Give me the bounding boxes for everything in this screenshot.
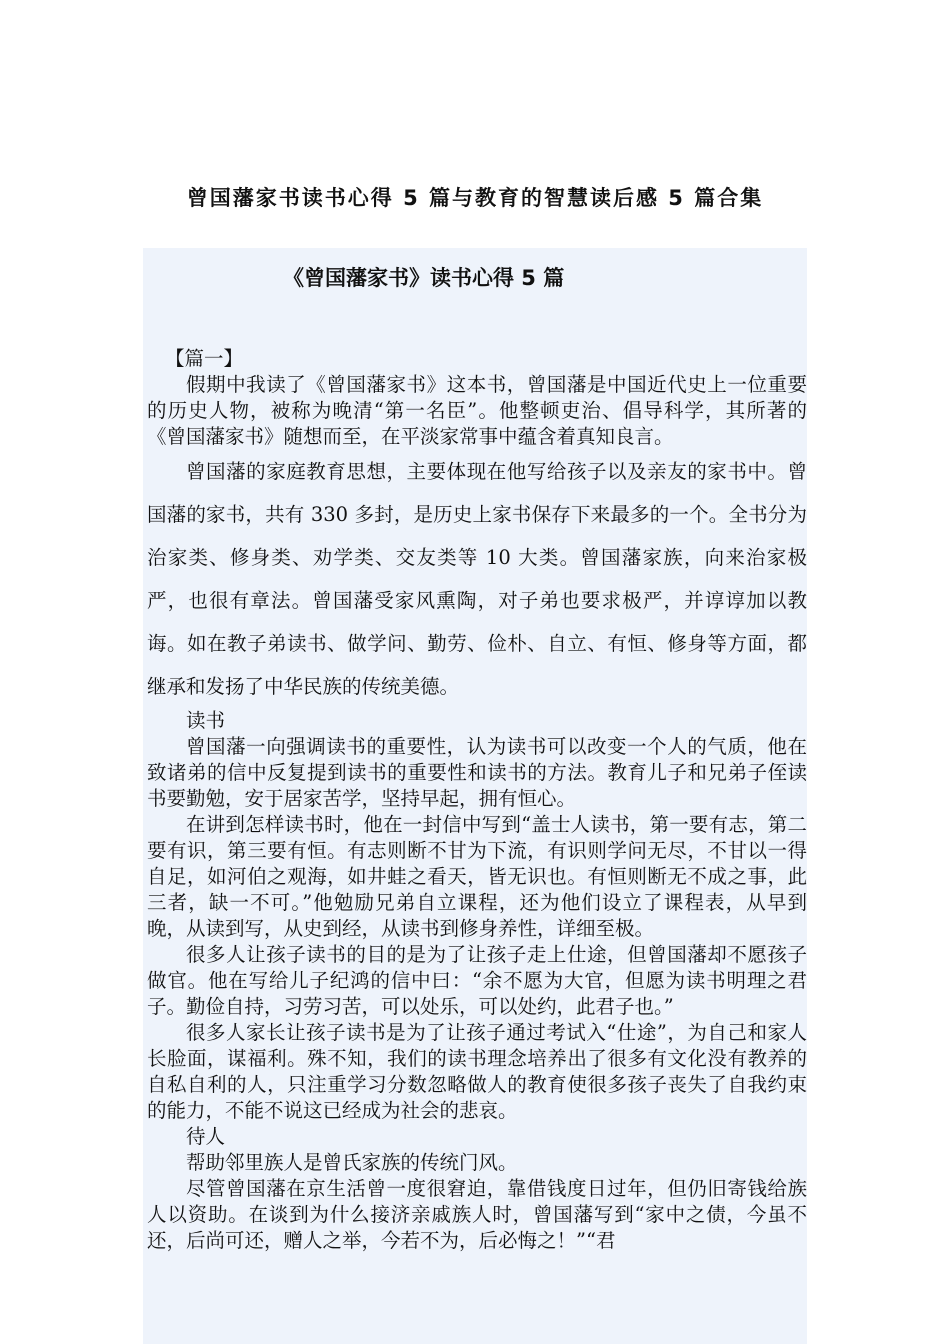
paragraph: 在讲到怎样读书时，他在一封信中写到“盖士人读书，第一要有志，第二要有识，第三要有恒。有志则断不甘为下流，有识则学问无尽，不甘以一得自足，如河伯之观海，如井蛙之看天，皆无识也。有恒则断无不成之事，此三者，缺一不可。”他勉励兄弟自立课程，还为他们设立了课程表，从早到晚，从读到写，从史到经，从读书到修身养性，详细至极。 <box>147 813 807 940</box>
paragraph: 曾国藩一向强调读书的重要性，认为读书可以改变一个人的气质，他在致诸弟的信中反复提到读书的重要性和读书的方法。教育儿子和兄弟子侄读书要勤勉，安于居家苦学，坚持早起，拥有恒心。 <box>147 735 807 810</box>
section-heading: 待人 <box>186 1125 226 1148</box>
section-label: 【篇一】 <box>165 347 244 370</box>
paragraph: 很多人家长让孩子读书是为了让孩子通过考试入“仕途”，为自己和家人长脸面，谋福利。殊不知，我们的读书理念培养出了很多有文化没有教养的自私自利的人，只注重学习分数忽略做人的教育使很多孩子丧失了自我约束的能力，不能不说这已经成为社会的悲哀。 <box>147 1021 807 1122</box>
paragraph: 假期中我读了《曾国藩家书》这本书，曾国藩是中国近代史上一位重要的历史人物，被称为晚清“第一名臣”。他整顿吏治、倡导科学，其所著的《曾国藩家书》随想而至，在平淡家常事中蕴含着真知良言。 <box>147 373 807 448</box>
paragraph: 尽管曾国藩在京生活曾一度很窘迫，靠借钱度日过年，但仍旧寄钱给族人以资助。在谈到为什么接济亲戚族人时，曾国藩写到“家中之债，今虽不还，后尚可还，赠人之举，今若不为，后必悔之！”“君 <box>147 1177 807 1252</box>
paragraph: 曾国藩的家庭教育思想，主要体现在他写给孩子以及亲友的家书中。曾国藩的家书，共有 330 多封，是历史上家书保存下来最多的一个。全书分为治家类、修身类、劝学类、交友类等 10 大类。曾国藩家族，向来治家极严，也很有章法。曾国藩受家风熏陶，对子弟也要求极严，并谆谆加以教诲。如在教子弟读书、做学问、勤劳、俭朴、自立、有恒、修身等方面，都继承和发扬了中华民族的传统美德。 <box>147 460 807 698</box>
paragraph: 很多人让孩子读书的目的是为了让孩子走上仕途，但曾国藩却不愿孩子做官。他在写给儿子纪鸿的信中曰：“余不愿为大官，但愿为读书明理之君子。勤俭自持，习劳习苦，可以处乐，可以处约，此君子也。” <box>147 943 807 1018</box>
paragraph: 帮助邻里族人是曾氏家族的传统门风。 <box>186 1151 518 1174</box>
section-heading: 读书 <box>186 709 226 732</box>
section-subtitle: 《曾国藩家书》读书心得 5 篇 <box>283 266 565 290</box>
document-body <box>147 346 807 1254</box>
document-title: 曾国藩家书读书心得 5 篇与教育的智慧读后感 5 篇合集 <box>186 186 764 210</box>
